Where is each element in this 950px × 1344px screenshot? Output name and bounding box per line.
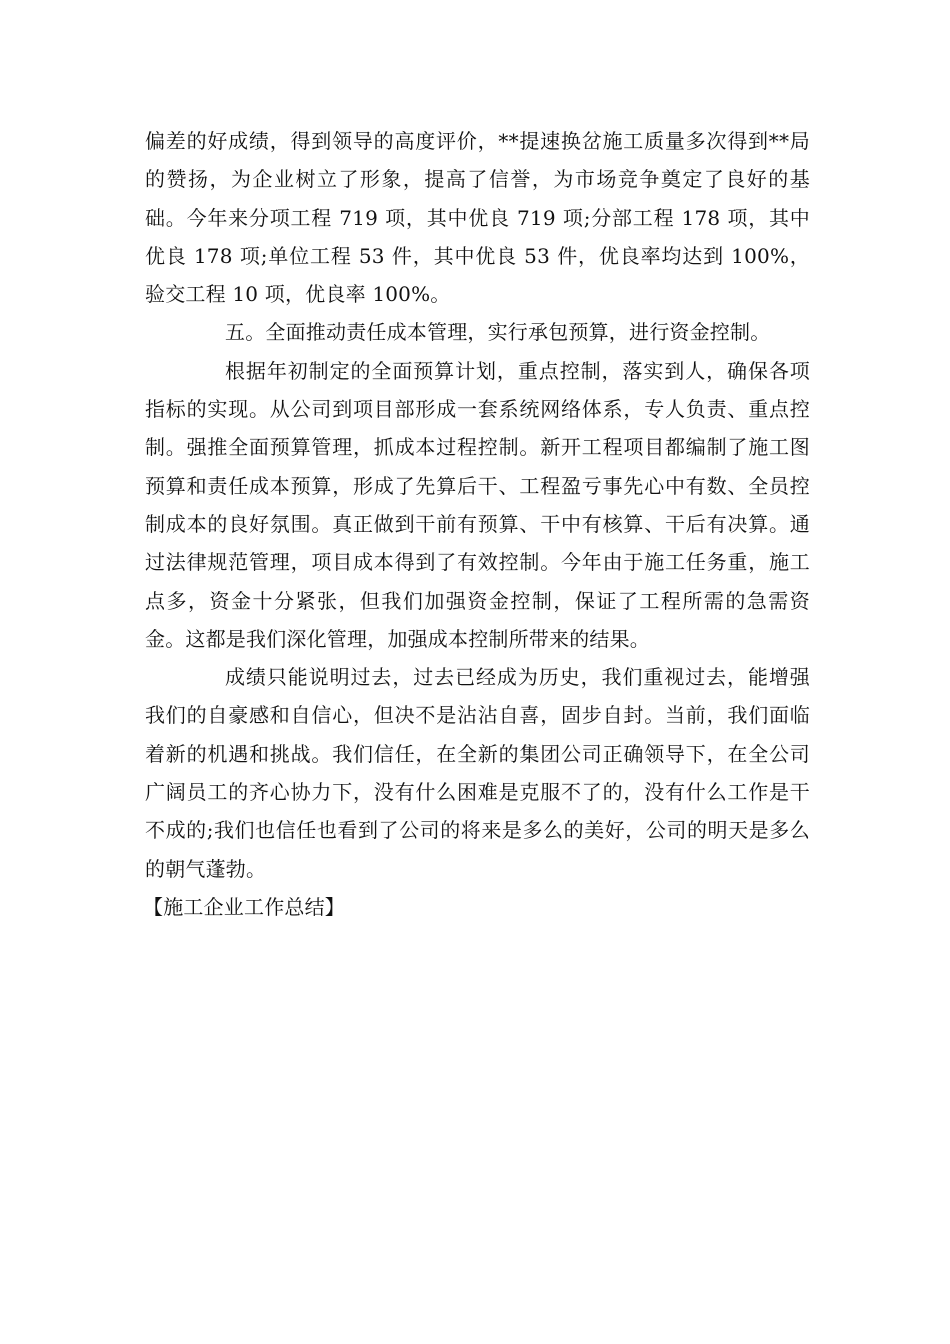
paragraph-quality-results: 偏差的好成绩，得到领导的高度评价，**提速换岔施工质量多次得到**局的赞扬，为企业树立了形象，提高了信誉，为市场竞争奠定了良好的基础。今年来分项工程 719 项，其中优良 719 项;分部工程 178 项，其中优良 178 项;单位工程 53 件，其中优良 53 件，优良率均达到 100%，验交工程 10 项，优良率 100%。 [145,129,810,307]
document-title-footer: 【施工企业工作总结】 [143,894,345,919]
paragraph-conclusion: 成绩只能说明过去，过去已经成为历史，我们重视过去，能增强我们的自豪感和自信心，但决不是沾沾自喜，固步自封。当前，我们面临着新的机遇和挑战。我们信任，在全新的集团公司正确领导下，在全公司广阔员工的齐心协力下，没有什么困难是克服不了的，没有什么工作是干不成的;我们也信任也看到了公司的将来是多么的美好，公司的明天是多么的朝气蓬勃。 [145,665,810,881]
section-five-heading: 五。全面推动责任成本管理，实行承包预算，进行资金控制。 [225,320,771,345]
document-body [145,122,810,926]
paragraph-budget-control: 根据年初制定的全面预算计划，重点控制，落实到人，确保各项指标的实现。从公司到项目部形成一套系统网络体系，专人负责、重点控制。强推全面预算管理，抓成本过程控制。新开工程项目都编制了施工图预算和责任成本预算，形成了先算后干、工程盈亏事先心中有数、全员控制成本的良好氛围。真正做到干前有预算、干中有核算、干后有决算。通过法律规范管理，项目成本得到了有效控制。今年由于施工任务重，施工点多，资金十分紧张，但我们加强资金控制，保证了工程所需的急需资金。这都是我们深化管理，加强成本控制所带来的结果。 [145,358,810,651]
